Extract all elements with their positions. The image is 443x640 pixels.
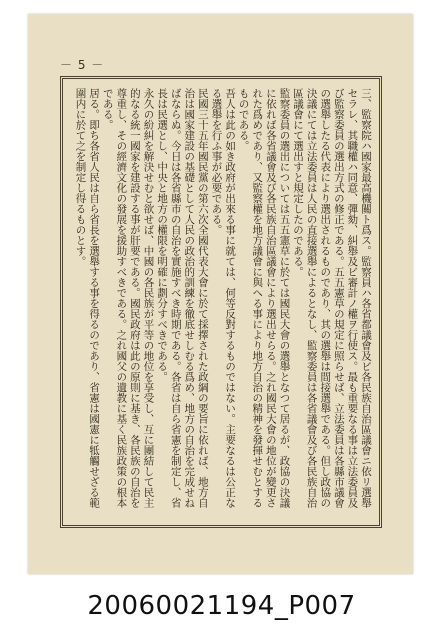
paragraph-2: 監察委員の選出については五五憲草に於ては國民大會の選舉となつて居るが、政協の決議に依れば各省議會及び各民族自治區議會により選出せらる。之れ國民大會の地位が變更された爲めであり、又監察權を地方議會に與へる事により地方自治の精神を發揮せむとするものである。 [237,88,291,508]
paragraph-6: 居る。即ち各省人民は自ら省長を選舉する事を得るのであり、省憲は國憲に牴觸せざる範圍内に於て之を制定し得るものとす。 [74,88,101,508]
page-number: － 5 － [60,58,105,72]
body-text [70,88,372,518]
paragraph-1: 三、監察院ハ國家最高機關ト爲ス。監察員ハ各省都議會及ビ各民族自治區議會ニ依リ選舉セラレ、其職權ハ同意、彈劾、糾舉及ビ審計ノ權ヲ行使ス。最も重要なる事は立法委員及び監察委員の選出方式の修正である。五五憲草の規定に照らせば、立法委員は各縣市議會の選舉したる代表により選出されるものであり、其の選舉は間接選舉である。但し政協の決議にては立法委員は人民の直接選舉によるとなし、監察委員は各省議會及び各民族自治區議會にて選出すと規定したのである。 [292,88,372,508]
paragraph-4: 民國三十五年國民黨の第六次全國代表大會に於て採擇された政綱の要旨に依れば、地方自治は國家建設の基礎として人民の政治的訓練を徹底せしむる爲め、地方の自治を完成せねばならぬ。今日は各省縣市の自治を實施すべき時期である。各省は自ら省憲を制定し、省長は民選とし、中央と地方の權限を明確に劃分すべきである。 [156,88,209,508]
paragraph-3: 吾人は此の如き政府が出來る事に就ては、何等反對するものではない。主要なるは公正なる選舉を行ふ事が必要である。 [210,88,237,508]
paragraph-5: 永久の紛糾を解決せむと欲せば、中國の各民族が平等の地位を享受し、互に團結して民主的なる統一國家を建設する事が肝要である。國民政府は此の原則に基き、各民族の自治を尊重し、その經濟文化の發展を援助すべきである。之れ國父の遺教に基く民族政策の根本である。 [101,88,155,508]
catalog-id-caption: 20060021194_P007 [87,591,356,621]
